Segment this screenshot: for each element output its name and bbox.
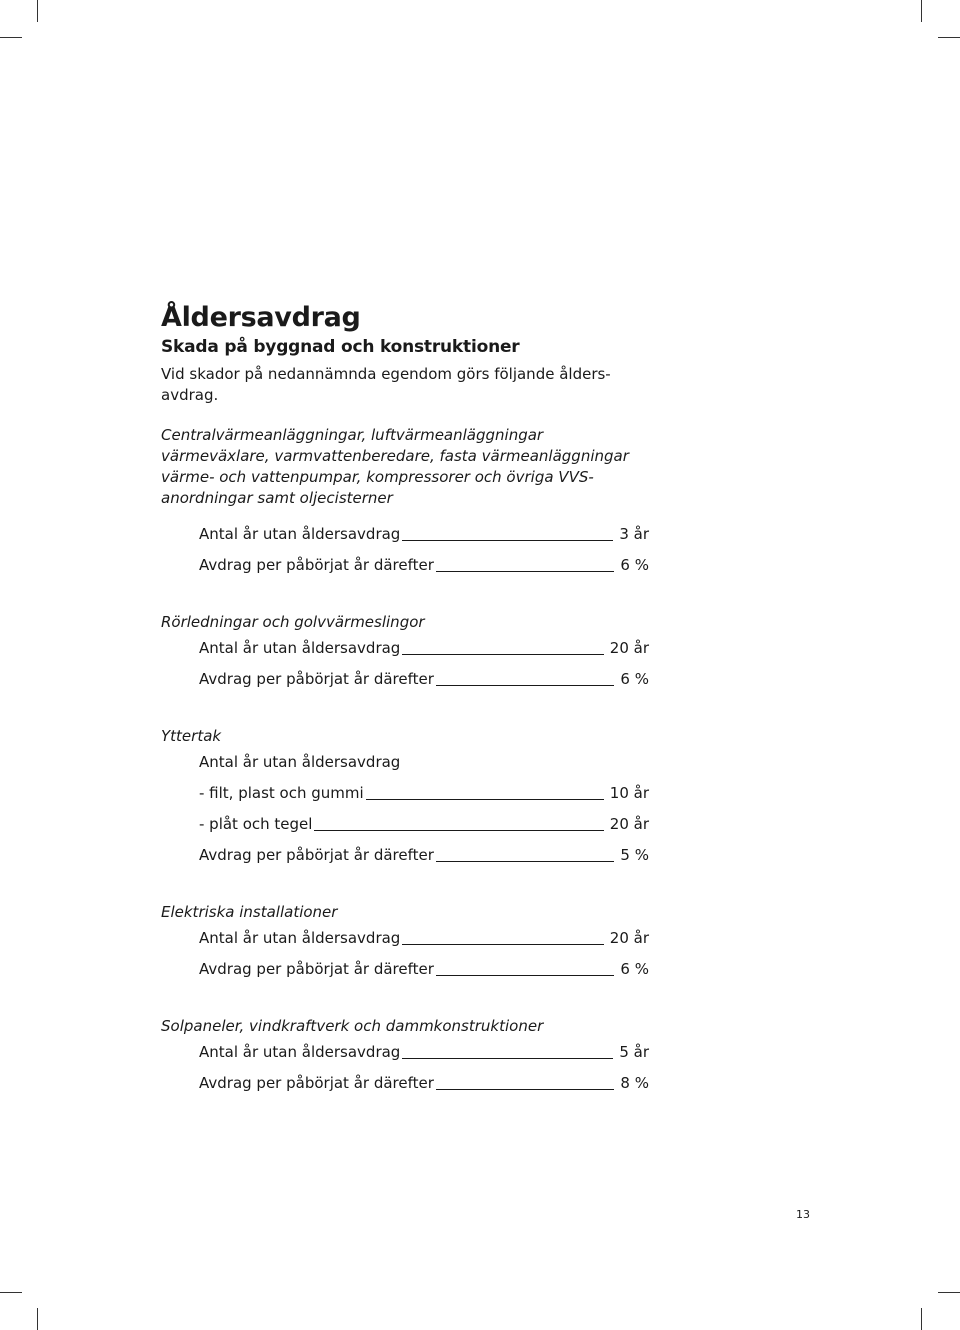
intro-text [161, 364, 631, 406]
section-roof [161, 726, 681, 871]
section-title: Elektriska installationer [161, 903, 338, 921]
row-value: 20 år [609, 929, 649, 947]
row-label: Avdrag per påbörjat år därefter [199, 556, 434, 574]
row-label: Antal år utan åldersavdrag [199, 525, 401, 543]
row-label: Avdrag per påbörjat år därefter [199, 670, 434, 688]
deduction-row [199, 1037, 649, 1068]
row-label: - filt, plast och gummi [199, 784, 364, 802]
section-title [161, 425, 681, 509]
row-label: Antal år utan åldersavdrag [199, 639, 401, 657]
section-title-line: Centralvärmeanläggningar, luftvärmeanläggningar [161, 426, 544, 444]
row-value: 8 % [620, 1074, 649, 1092]
row-value: 6 % [620, 556, 649, 574]
leader-line [436, 1089, 614, 1090]
section-title: Rörledningar och golvvärmeslingor [161, 613, 425, 631]
page-title: Åldersavdrag [161, 302, 361, 333]
deduction-row [199, 954, 649, 985]
section-piping [161, 612, 681, 695]
intro-line-2: avdrag. [161, 386, 219, 404]
row-label: Avdrag per påbörjat år därefter [199, 1074, 434, 1092]
crop-mark [921, 1308, 922, 1330]
leader-line [402, 1058, 613, 1059]
section-electrical [161, 902, 681, 985]
section-solar-wind-dam [161, 1016, 681, 1099]
leader-line [402, 540, 613, 541]
deduction-row [199, 809, 649, 840]
row-value: 6 % [620, 960, 649, 978]
row-label: Antal år utan åldersavdrag [199, 929, 401, 947]
row-label: Antal år utan åldersavdrag [199, 1043, 401, 1061]
page-number: 13 [796, 1208, 810, 1221]
deduction-subheading [199, 747, 649, 778]
row-value: 5 % [620, 846, 649, 864]
row-value: 20 år [609, 639, 649, 657]
leader-line [366, 799, 604, 800]
crop-mark [0, 37, 22, 38]
crop-mark [0, 1292, 22, 1293]
page-content [161, 300, 681, 1099]
deduction-row [199, 1068, 649, 1099]
section-title: Yttertak [161, 727, 222, 745]
section-title-line: anordningar samt oljecisterner [161, 489, 393, 507]
crop-mark [921, 0, 922, 22]
section-title: Solpaneler, vindkraftverk och dammkonstruktioner [161, 1017, 544, 1035]
leader-line [402, 654, 604, 655]
deduction-row [199, 664, 649, 695]
leader-line [436, 685, 614, 686]
deduction-row [199, 778, 649, 809]
deduction-row [199, 840, 649, 871]
intro-line-1: Vid skador på nedannämnda egendom görs följande ålders- [161, 365, 611, 383]
crop-mark [938, 37, 960, 38]
page-subtitle: Skada på byggnad och konstruktioner [161, 337, 520, 357]
crop-mark [938, 1292, 960, 1293]
crop-mark [37, 1308, 38, 1330]
row-value: 5 år [619, 1043, 649, 1061]
row-value: 20 år [609, 815, 649, 833]
row-label: Antal år utan åldersavdrag [199, 753, 401, 771]
crop-mark [37, 0, 38, 22]
deduction-row [199, 550, 649, 581]
deduction-row [199, 519, 649, 550]
row-label: Avdrag per påbörjat år därefter [199, 846, 434, 864]
leader-line [436, 975, 614, 976]
deduction-row [199, 633, 649, 664]
leader-line [314, 830, 604, 831]
row-value: 10 år [609, 784, 649, 802]
leader-line [402, 944, 604, 945]
row-label: Avdrag per påbörjat år därefter [199, 960, 434, 978]
section-title-line: värmeväxlare, varmvattenberedare, fasta värmeanläggningar [161, 447, 629, 465]
leader-line [436, 861, 614, 862]
row-value: 6 % [620, 670, 649, 688]
row-label: - plåt och tegel [199, 815, 313, 833]
section-title-line: värme- och vattenpumpar, kompressorer och övriga VVS- [161, 468, 594, 486]
deduction-row [199, 923, 649, 954]
leader-line [436, 571, 614, 572]
section-vvs [161, 425, 681, 581]
row-value: 3 år [619, 525, 649, 543]
